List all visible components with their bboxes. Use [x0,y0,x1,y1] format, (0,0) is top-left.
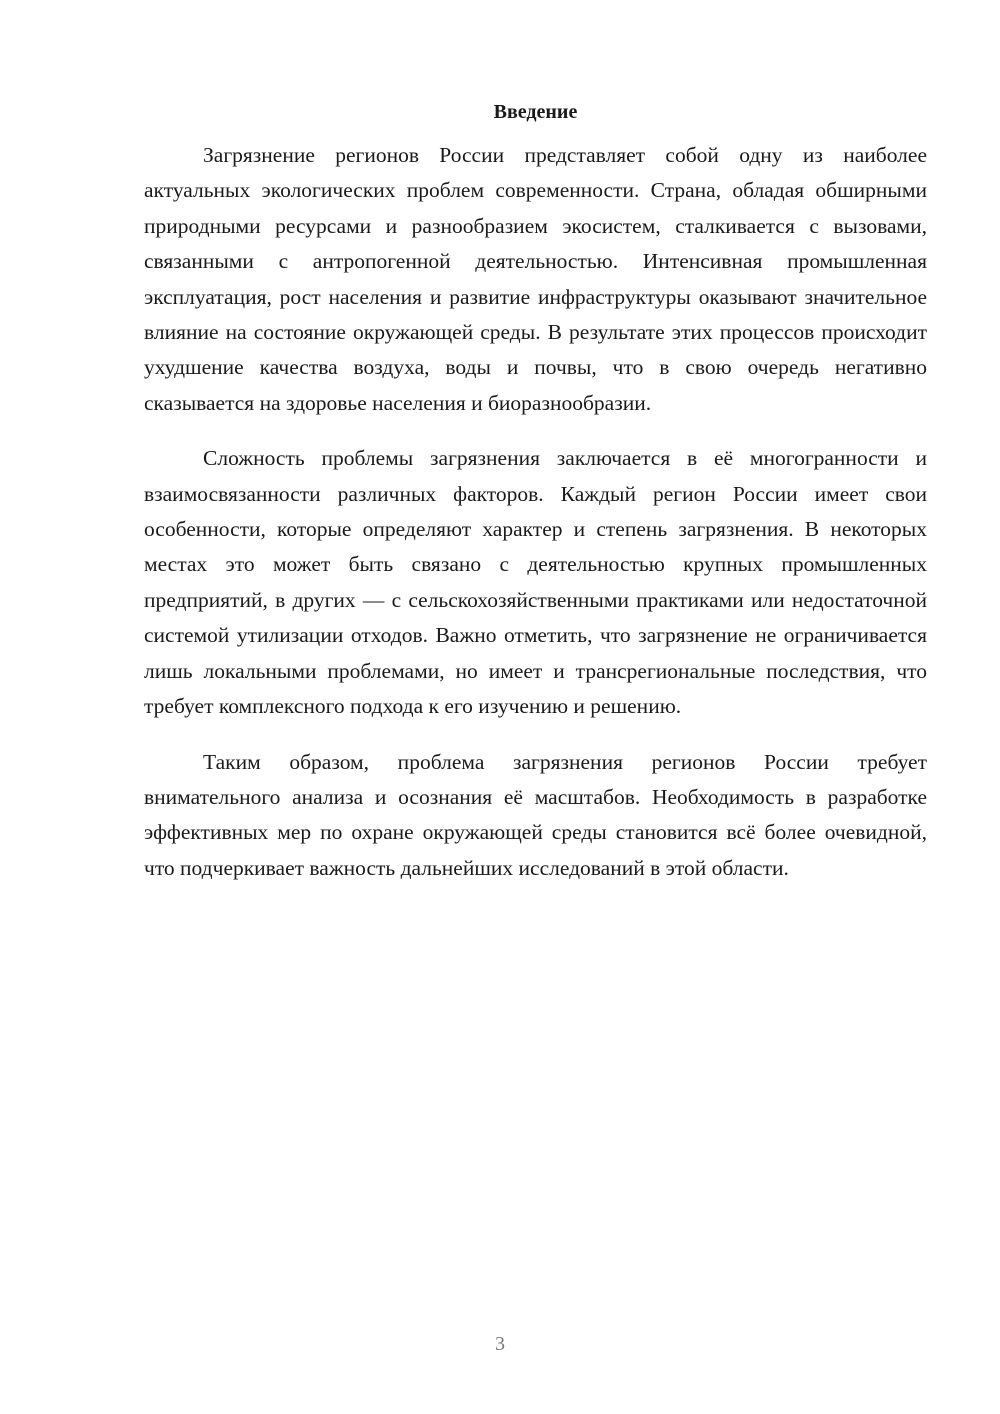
paragraph-1: Загрязнение регионов России представляет собой одну из наиболее актуальных экологических проблем современности. Страна, обладая обширными природными ресурсами и разнообразием экосистем, сталкивается с вызовами, связанными с антропогенной деятельностью. Интенсивная промышленная эксплуатация, рост населения и развитие инфраструктуры оказывают значительное влияние на состояние окружающей среды. В результате этих процессов происходит ухудшение качества воздуха, воды и почвы, что в свою очередь негативно сказывается на здоровье населения и биоразнообразии. [144,143,927,415]
paragraph-3: Таким образом, проблема загрязнения регионов России требует внимательного анализа и осознания её масштабов. Необходимость в разработке эффективных мер по охране окружающей среды становится всё более очевидной, что подчеркивает важность дальнейших исследований в этой области. [144,749,927,880]
page-content [144,96,927,906]
section-title: Введение [493,101,578,123]
page-number: 3 [495,1333,505,1355]
paragraph-2: Сложность проблемы загрязнения заключается в её многогранности и взаимосвязанности различных факторов. Каждый регион России имеет свои особенности, которые определяют характер и степень загрязнения. В некоторых местах это может быть связано с деятельностью крупных промышленных предприятий, в других — с сельскохозяйственными практиками или недостаточной системой утилизации отходов. Важно отметить, что загрязнение не ограничивается лишь локальными проблемами, но имеет и трансрегиональные последствия, что требует комплексного подхода к его изучению и решению. [144,446,927,719]
